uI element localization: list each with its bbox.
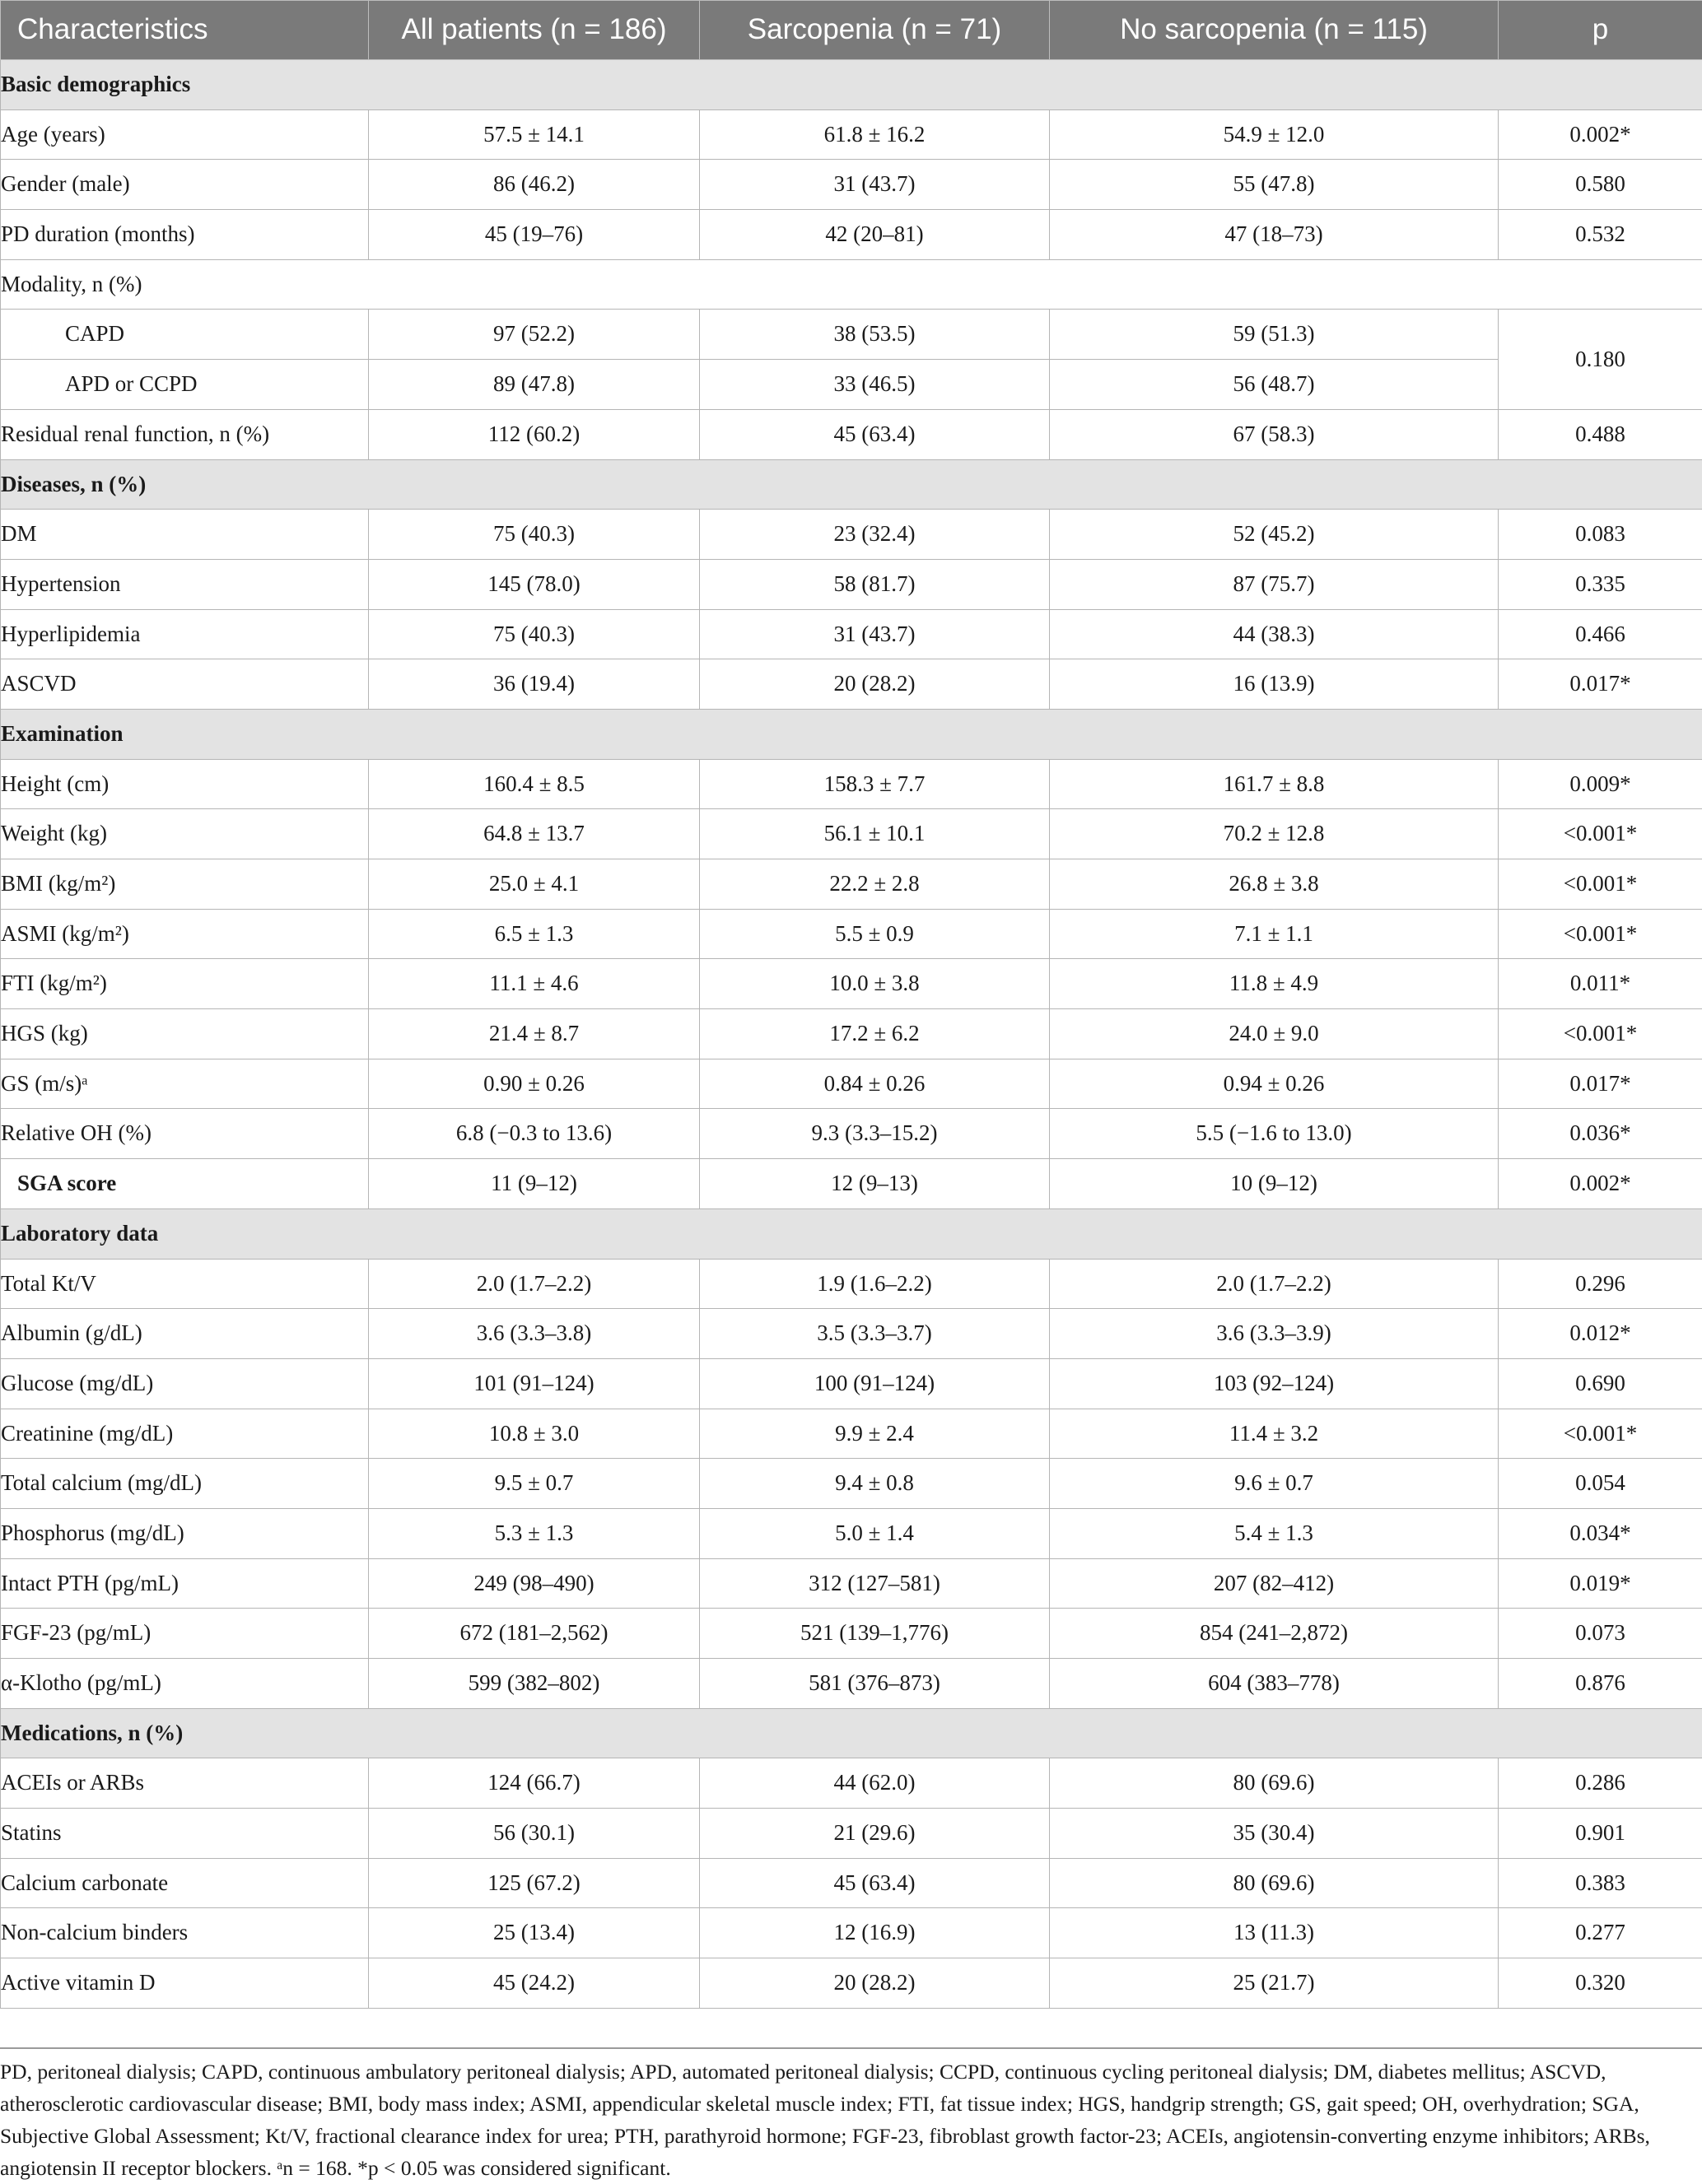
header-all-patients: All patients (n = 186): [369, 1, 700, 60]
p-value-cell: 0.034*: [1499, 1508, 1702, 1558]
all-patients-cell: 145 (78.0): [369, 559, 700, 609]
sarcopenia-cell: 38 (53.5): [700, 310, 1050, 360]
no-sarcopenia-cell: 55 (47.8): [1050, 160, 1499, 210]
sarcopenia-cell: 45 (63.4): [700, 409, 1050, 459]
sarcopenia-cell: 158.3 ± 7.7: [700, 759, 1050, 809]
table-row: [1, 609, 1702, 659]
no-sarcopenia-cell: 207 (82–412): [1050, 1558, 1499, 1609]
table-row: [1, 1659, 1702, 1709]
sarcopenia-cell: 42 (20–81): [700, 210, 1050, 260]
p-value-cell: 0.335: [1499, 559, 1702, 609]
no-sarcopenia-cell: 854 (241–2,872): [1050, 1609, 1499, 1659]
no-sarcopenia-cell: 11.4 ± 3.2: [1050, 1409, 1499, 1459]
sarcopenia-cell: 9.3 (3.3–15.2): [700, 1109, 1050, 1159]
row-label: Modality, n (%): [1, 259, 1702, 310]
table-row: [1, 360, 1702, 410]
sarcopenia-cell: 44 (62.0): [700, 1758, 1050, 1809]
p-value-cell: 0.019*: [1499, 1558, 1702, 1609]
all-patients-cell: 97 (52.2): [369, 310, 700, 360]
no-sarcopenia-cell: 25 (21.7): [1050, 1958, 1499, 2009]
p-value-cell: 0.036*: [1499, 1109, 1702, 1159]
p-value-cell: 0.054: [1499, 1459, 1702, 1509]
table-row: [1, 510, 1702, 560]
no-sarcopenia-cell: 35 (30.4): [1050, 1809, 1499, 1859]
table-row: [1, 409, 1702, 459]
sarcopenia-cell: 17.2 ± 6.2: [700, 1009, 1050, 1059]
no-sarcopenia-cell: 2.0 (1.7–2.2): [1050, 1259, 1499, 1309]
row-label: Total Kt/V: [1, 1259, 369, 1309]
p-value-cell: 0.180: [1499, 310, 1702, 409]
no-sarcopenia-cell: 7.1 ± 1.1: [1050, 909, 1499, 959]
table-row: [1, 1508, 1702, 1558]
table-footnote: [0, 2047, 1702, 2184]
sarcopenia-cell: 1.9 (1.6–2.2): [700, 1259, 1050, 1309]
row-label: Height (cm): [1, 759, 369, 809]
all-patients-cell: 56 (30.1): [369, 1809, 700, 1859]
all-patients-cell: 6.5 ± 1.3: [369, 909, 700, 959]
header-sarcopenia: Sarcopenia (n = 71): [700, 1, 1050, 60]
p-value-cell: 0.002*: [1499, 1159, 1702, 1209]
section-heading: Diseases, n (%): [1, 459, 1702, 510]
table-row: [1, 1809, 1702, 1859]
table-row: [1, 1159, 1702, 1209]
no-sarcopenia-cell: 80 (69.6): [1050, 1758, 1499, 1809]
sarcopenia-cell: 22.2 ± 2.8: [700, 859, 1050, 910]
table-row: [1, 1358, 1702, 1409]
all-patients-cell: 45 (19–76): [369, 210, 700, 260]
sarcopenia-cell: 31 (43.7): [700, 160, 1050, 210]
table-row: [1, 1409, 1702, 1459]
row-label: Non-calcium binders: [1, 1908, 369, 1958]
table-row: [1, 109, 1702, 160]
p-value-cell: 0.017*: [1499, 1059, 1702, 1109]
no-sarcopenia-cell: 11.8 ± 4.9: [1050, 959, 1499, 1009]
section-row: [1, 459, 1702, 510]
no-sarcopenia-cell: 47 (18–73): [1050, 210, 1499, 260]
all-patients-cell: 2.0 (1.7–2.2): [369, 1259, 700, 1309]
sarcopenia-cell: 521 (139–1,776): [700, 1609, 1050, 1659]
table-row: [1, 809, 1702, 859]
sarcopenia-cell: 45 (63.4): [700, 1858, 1050, 1908]
all-patients-cell: 21.4 ± 8.7: [369, 1009, 700, 1059]
row-label: α-Klotho (pg/mL): [1, 1659, 369, 1709]
all-patients-cell: 672 (181–2,562): [369, 1609, 700, 1659]
sarcopenia-cell: 3.5 (3.3–3.7): [700, 1309, 1050, 1359]
sarcopenia-cell: 5.5 ± 0.9: [700, 909, 1050, 959]
row-label: Residual renal function, n (%): [1, 409, 369, 459]
section-heading: Examination: [1, 709, 1702, 759]
table-row: [1, 659, 1702, 710]
no-sarcopenia-cell: 604 (383–778): [1050, 1659, 1499, 1709]
p-value-cell: <0.001*: [1499, 1409, 1702, 1459]
no-sarcopenia-cell: 9.6 ± 0.7: [1050, 1459, 1499, 1509]
all-patients-cell: 11 (9–12): [369, 1159, 700, 1209]
all-patients-cell: 45 (24.2): [369, 1958, 700, 2009]
no-sarcopenia-cell: 26.8 ± 3.8: [1050, 859, 1499, 910]
table-row: [1, 1009, 1702, 1059]
p-value-cell: 0.466: [1499, 609, 1702, 659]
no-sarcopenia-cell: 59 (51.3): [1050, 310, 1499, 360]
row-label: Glucose (mg/dL): [1, 1358, 369, 1409]
row-label: HGS (kg): [1, 1009, 369, 1059]
sarcopenia-cell: 20 (28.2): [700, 659, 1050, 710]
p-value-cell: 0.011*: [1499, 959, 1702, 1009]
footnote-text: PD, peritoneal dialysis; CAPD, continuous ambulatory peritoneal dialysis; APD, automated peritoneal dialysis; CCPD, continuous cycling peritoneal dialysis; DM, diabetes mellitus; ASCVD, atherosclerotic cardiovascular disease; BMI, body mass index; ASMI, appendicular skeletal muscle index; FTI, fat tissue index; HGS, handgrip strength; GS, gait speed; OH, overhydration; SGA, Subjective Global Assessment; Kt/V, fractional clearance index for urea; PTH, parathyroid hormone; FGF-23, fibroblast growth factor-23; ACEIs, angiotensin-converting enzyme inhibitors; ARBs, angiotensin II receptor blockers. ᵃn = 168. *p < 0.05 was considered significant.: [0, 2056, 1702, 2184]
sarcopenia-cell: 0.84 ± 0.26: [700, 1059, 1050, 1109]
all-patients-cell: 11.1 ± 4.6: [369, 959, 700, 1009]
sarcopenia-cell: 58 (81.7): [700, 559, 1050, 609]
sarcopenia-cell: 20 (28.2): [700, 1958, 1050, 2009]
table-row: [1, 1309, 1702, 1359]
all-patients-cell: 25.0 ± 4.1: [369, 859, 700, 910]
table-row: [1, 1858, 1702, 1908]
row-label: Albumin (g/dL): [1, 1309, 369, 1359]
section-row: [1, 1708, 1702, 1758]
p-value-cell: <0.001*: [1499, 909, 1702, 959]
table-row: [1, 259, 1702, 310]
table-row: [1, 1609, 1702, 1659]
section-row: [1, 60, 1702, 110]
all-patients-cell: 75 (40.3): [369, 510, 700, 560]
no-sarcopenia-cell: 24.0 ± 9.0: [1050, 1009, 1499, 1059]
table-row: [1, 1059, 1702, 1109]
row-label: Calcium carbonate: [1, 1858, 369, 1908]
p-value-cell: 0.002*: [1499, 109, 1702, 160]
table-row: [1, 1558, 1702, 1609]
sarcopenia-cell: 312 (127–581): [700, 1558, 1050, 1609]
all-patients-cell: 0.90 ± 0.26: [369, 1059, 700, 1109]
all-patients-cell: 599 (382–802): [369, 1659, 700, 1709]
table-row: [1, 310, 1702, 360]
sarcopenia-cell: 10.0 ± 3.8: [700, 959, 1050, 1009]
sarcopenia-cell: 9.9 ± 2.4: [700, 1409, 1050, 1459]
table-row: [1, 160, 1702, 210]
row-label: FGF-23 (pg/mL): [1, 1609, 369, 1659]
sarcopenia-cell: 21 (29.6): [700, 1809, 1050, 1859]
table-row: [1, 1958, 1702, 2009]
no-sarcopenia-cell: 56 (48.7): [1050, 360, 1499, 410]
row-label: CAPD: [1, 310, 369, 360]
all-patients-cell: 9.5 ± 0.7: [369, 1459, 700, 1509]
p-value-cell: 0.296: [1499, 1259, 1702, 1309]
row-label: APD or CCPD: [1, 360, 369, 410]
no-sarcopenia-cell: 10 (9–12): [1050, 1159, 1499, 1209]
sarcopenia-cell: 23 (32.4): [700, 510, 1050, 560]
row-label: Weight (kg): [1, 809, 369, 859]
row-label: Age (years): [1, 109, 369, 160]
all-patients-cell: 101 (91–124): [369, 1358, 700, 1409]
no-sarcopenia-cell: 5.5 (−1.6 to 13.0): [1050, 1109, 1499, 1159]
table-row: [1, 1259, 1702, 1309]
no-sarcopenia-cell: 161.7 ± 8.8: [1050, 759, 1499, 809]
header-no-sarcopenia: No sarcopenia (n = 115): [1050, 1, 1499, 60]
all-patients-cell: 5.3 ± 1.3: [369, 1508, 700, 1558]
p-value-cell: <0.001*: [1499, 1009, 1702, 1059]
all-patients-cell: 124 (66.7): [369, 1758, 700, 1809]
row-label: ASMI (kg/m²): [1, 909, 369, 959]
all-patients-cell: 125 (67.2): [369, 1858, 700, 1908]
no-sarcopenia-cell: 16 (13.9): [1050, 659, 1499, 710]
p-value-cell: 0.532: [1499, 210, 1702, 260]
section-row: [1, 709, 1702, 759]
table-row: [1, 1758, 1702, 1809]
p-value-cell: 0.876: [1499, 1659, 1702, 1709]
section-heading: Basic demographics: [1, 60, 1702, 110]
no-sarcopenia-cell: 70.2 ± 12.8: [1050, 809, 1499, 859]
all-patients-cell: 64.8 ± 13.7: [369, 809, 700, 859]
p-value-cell: 0.277: [1499, 1908, 1702, 1958]
all-patients-cell: 36 (19.4): [369, 659, 700, 710]
row-label: Relative OH (%): [1, 1109, 369, 1159]
row-label: Hypertension: [1, 559, 369, 609]
row-label: GS (m/s)ᵃ: [1, 1059, 369, 1109]
table-row: [1, 210, 1702, 260]
table-row: [1, 1459, 1702, 1509]
sarcopenia-cell: 61.8 ± 16.2: [700, 109, 1050, 160]
row-label: BMI (kg/m²): [1, 859, 369, 910]
table-row: [1, 959, 1702, 1009]
p-value-cell: 0.009*: [1499, 759, 1702, 809]
row-label: Active vitamin D: [1, 1958, 369, 2009]
row-label: ACEIs or ARBs: [1, 1758, 369, 1809]
p-value-cell: 0.083: [1499, 510, 1702, 560]
p-value-cell: 0.017*: [1499, 659, 1702, 710]
sarcopenia-cell: 31 (43.7): [700, 609, 1050, 659]
all-patients-cell: 89 (47.8): [369, 360, 700, 410]
row-label: ASCVD: [1, 659, 369, 710]
row-label: Hyperlipidemia: [1, 609, 369, 659]
table-body: [1, 60, 1702, 2009]
sarcopenia-cell: 12 (9–13): [700, 1159, 1050, 1209]
p-value-cell: 0.901: [1499, 1809, 1702, 1859]
sarcopenia-cell: 100 (91–124): [700, 1358, 1050, 1409]
row-label: PD duration (months): [1, 210, 369, 260]
no-sarcopenia-cell: 5.4 ± 1.3: [1050, 1508, 1499, 1558]
p-value-cell: 0.073: [1499, 1609, 1702, 1659]
header-characteristics: Characteristics: [1, 1, 369, 60]
no-sarcopenia-cell: 0.94 ± 0.26: [1050, 1059, 1499, 1109]
sarcopenia-cell: 56.1 ± 10.1: [700, 809, 1050, 859]
no-sarcopenia-cell: 52 (45.2): [1050, 510, 1499, 560]
row-label: FTI (kg/m²): [1, 959, 369, 1009]
all-patients-cell: 3.6 (3.3–3.8): [369, 1309, 700, 1359]
no-sarcopenia-cell: 87 (75.7): [1050, 559, 1499, 609]
table-row: [1, 1109, 1702, 1159]
row-label: SGA score: [1, 1159, 369, 1209]
sarcopenia-cell: 5.0 ± 1.4: [700, 1508, 1050, 1558]
p-value-cell: 0.690: [1499, 1358, 1702, 1409]
p-value-cell: <0.001*: [1499, 859, 1702, 910]
row-label: Gender (male): [1, 160, 369, 210]
all-patients-cell: 160.4 ± 8.5: [369, 759, 700, 809]
sarcopenia-cell: 33 (46.5): [700, 360, 1050, 410]
sarcopenia-cell: 581 (376–873): [700, 1659, 1050, 1709]
p-value-cell: 0.580: [1499, 160, 1702, 210]
all-patients-cell: 10.8 ± 3.0: [369, 1409, 700, 1459]
sarcopenia-cell: 9.4 ± 0.8: [700, 1459, 1050, 1509]
table-row: [1, 859, 1702, 910]
all-patients-cell: 57.5 ± 14.1: [369, 109, 700, 160]
table-row: [1, 759, 1702, 809]
p-value-cell: 0.286: [1499, 1758, 1702, 1809]
all-patients-cell: 6.8 (−0.3 to 13.6): [369, 1109, 700, 1159]
p-value-cell: 0.488: [1499, 409, 1702, 459]
table-row: [1, 1908, 1702, 1958]
table-row: [1, 909, 1702, 959]
p-value-cell: 0.320: [1499, 1958, 1702, 2009]
sarcopenia-cell: 12 (16.9): [700, 1908, 1050, 1958]
row-label: Statins: [1, 1809, 369, 1859]
row-label: Phosphorus (mg/dL): [1, 1508, 369, 1558]
all-patients-cell: 75 (40.3): [369, 609, 700, 659]
section-heading: Medications, n (%): [1, 1708, 1702, 1758]
all-patients-cell: 86 (46.2): [369, 160, 700, 210]
no-sarcopenia-cell: 44 (38.3): [1050, 609, 1499, 659]
header-p-value: p: [1499, 1, 1702, 60]
p-value-cell: <0.001*: [1499, 809, 1702, 859]
p-value-cell: 0.012*: [1499, 1309, 1702, 1359]
row-label: Intact PTH (pg/mL): [1, 1558, 369, 1609]
row-label: Creatinine (mg/dL): [1, 1409, 369, 1459]
row-label: Total calcium (mg/dL): [1, 1459, 369, 1509]
row-label: DM: [1, 510, 369, 560]
table-header-row: [1, 1, 1702, 60]
all-patients-cell: 112 (60.2): [369, 409, 700, 459]
no-sarcopenia-cell: 103 (92–124): [1050, 1358, 1499, 1409]
table-row: [1, 559, 1702, 609]
no-sarcopenia-cell: 80 (69.6): [1050, 1858, 1499, 1908]
all-patients-cell: 25 (13.4): [369, 1908, 700, 1958]
all-patients-cell: 249 (98–490): [369, 1558, 700, 1609]
section-heading: Laboratory data: [1, 1208, 1702, 1259]
p-value-cell: 0.383: [1499, 1858, 1702, 1908]
no-sarcopenia-cell: 3.6 (3.3–3.9): [1050, 1309, 1499, 1359]
no-sarcopenia-cell: 54.9 ± 12.0: [1050, 109, 1499, 160]
no-sarcopenia-cell: 13 (11.3): [1050, 1908, 1499, 1958]
no-sarcopenia-cell: 67 (58.3): [1050, 409, 1499, 459]
section-row: [1, 1208, 1702, 1259]
